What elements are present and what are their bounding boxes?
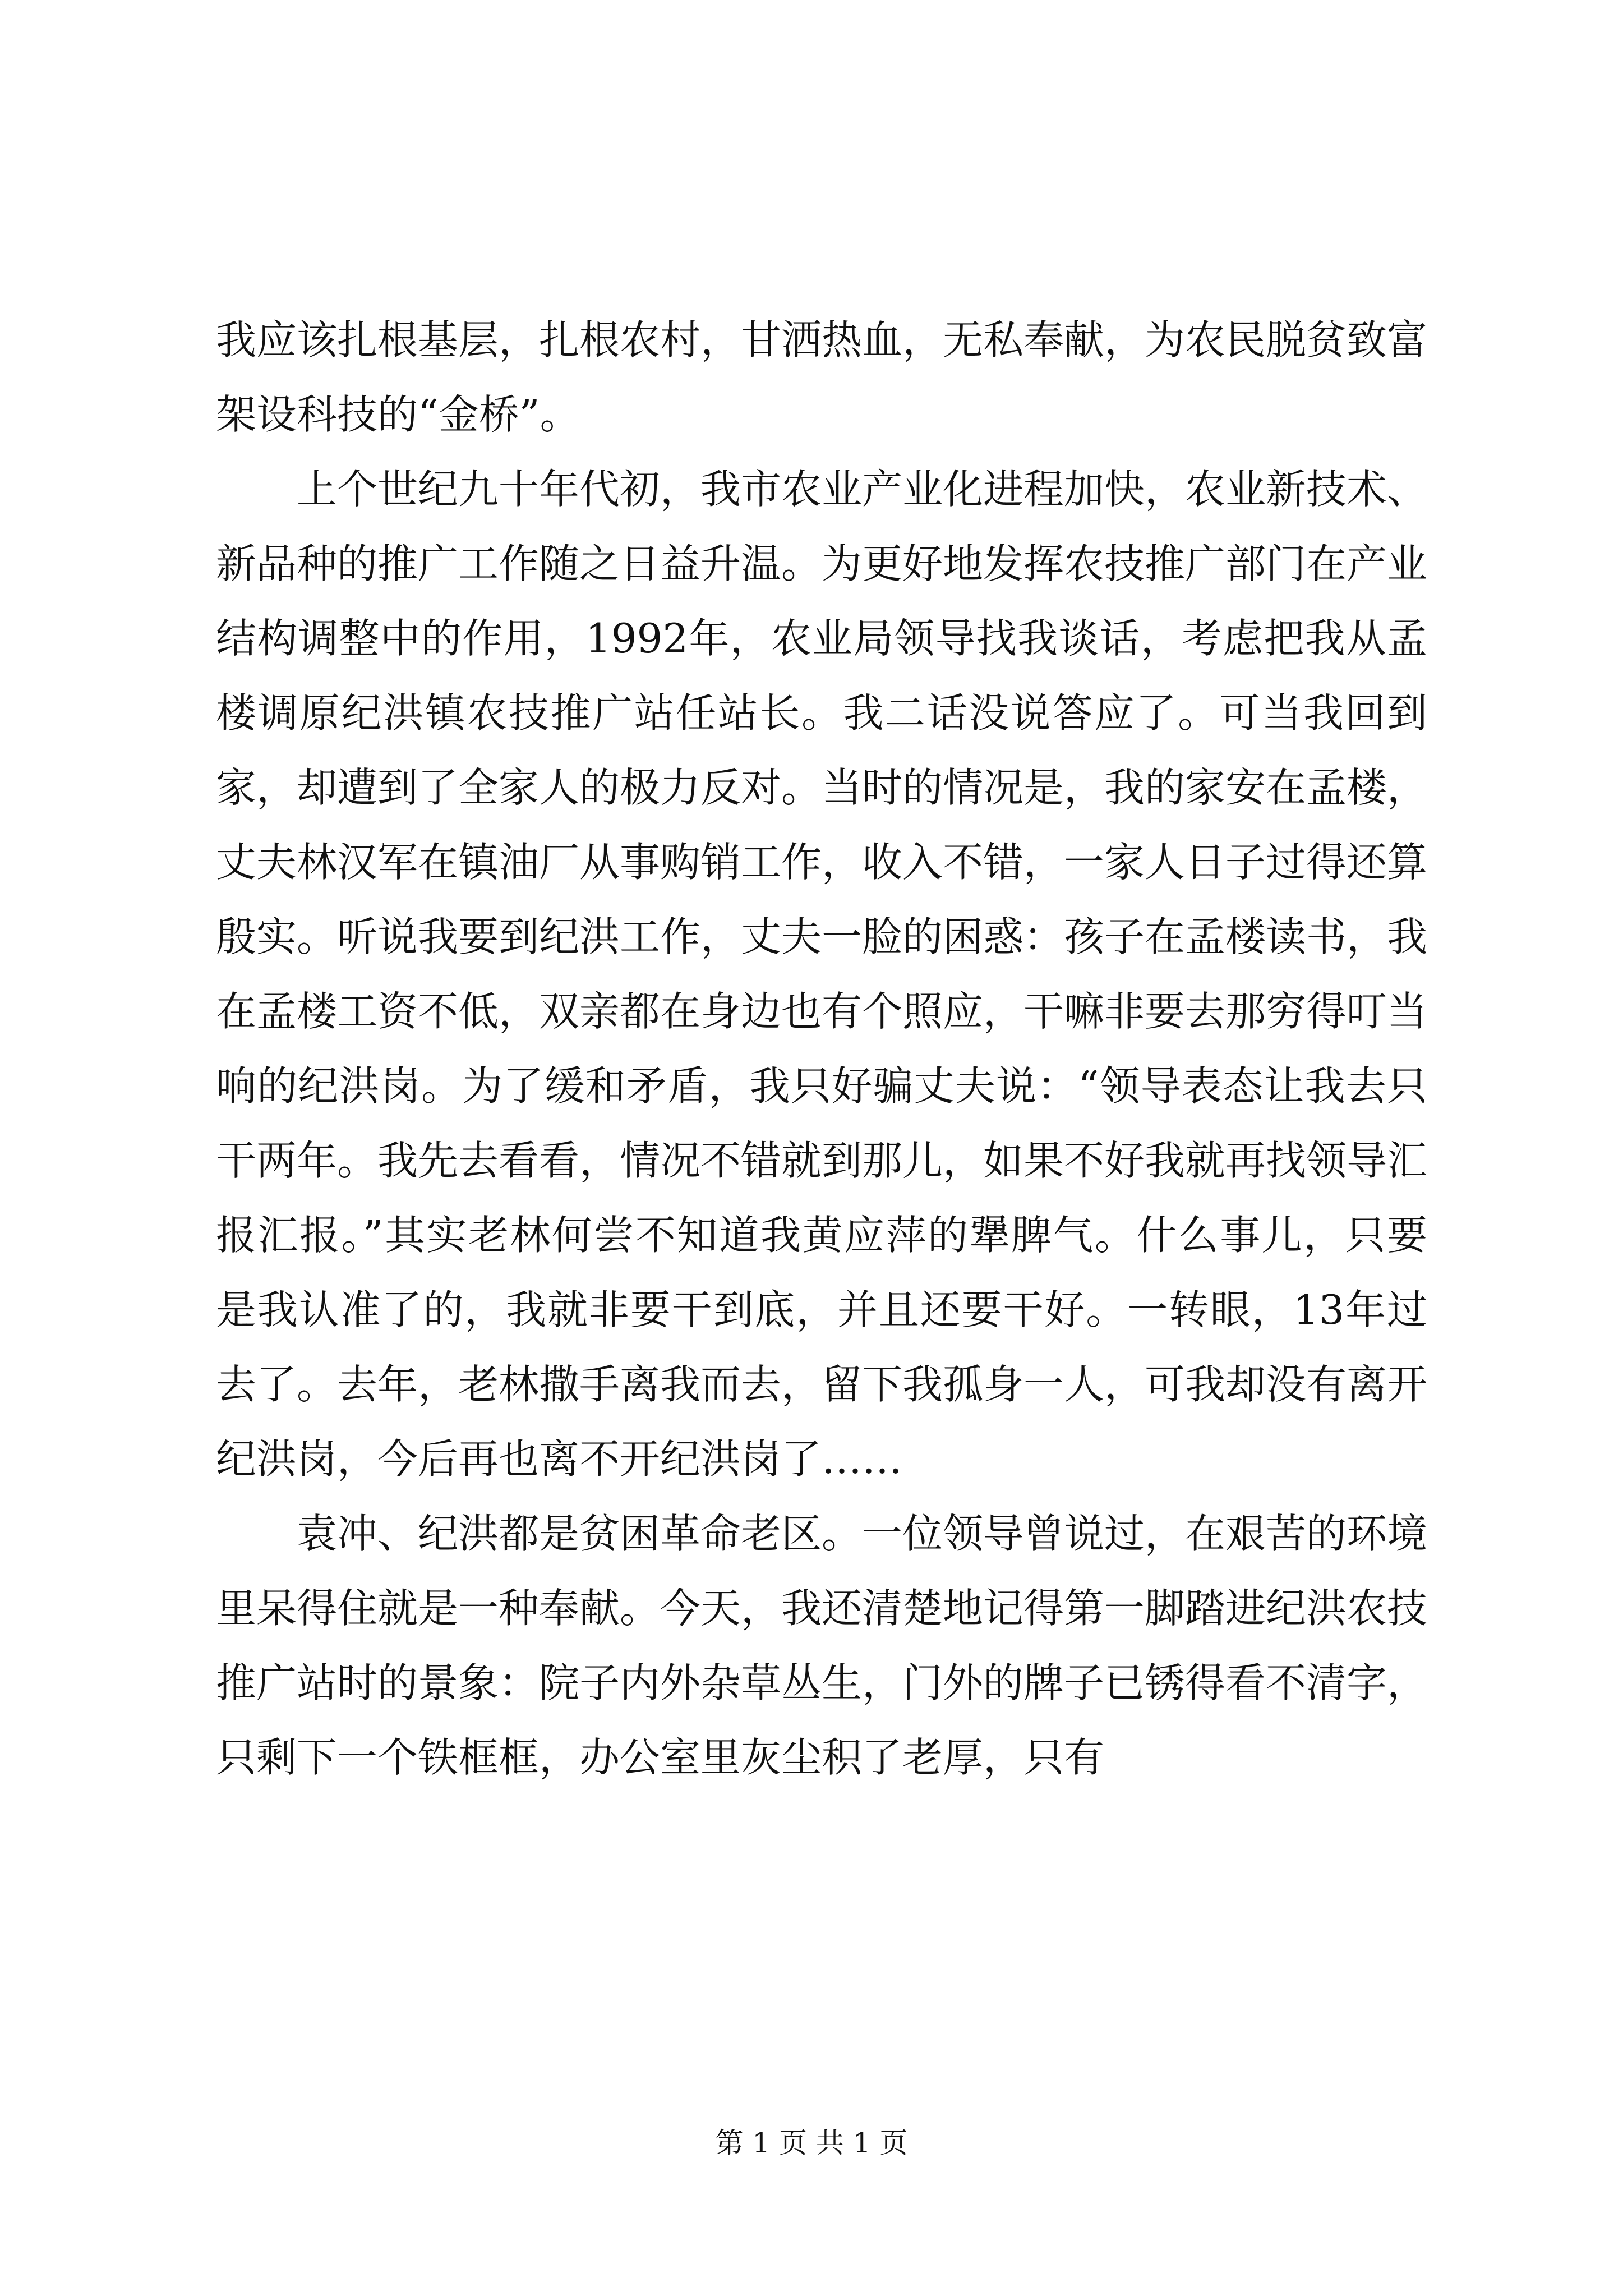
- page-footer: 第 1 页 共 1 页: [715, 2127, 908, 2159]
- document-body: [216, 303, 1427, 1795]
- paragraph-continuation: 我应该扎根基层，扎根农村，甘洒热血，无私奉献，为农民脱贫致富架设科技的“金桥”。: [216, 316, 1428, 438]
- paragraph-transfer-story: 上个世纪九十年代初，我市农业产业化进程加快，农业新技术、新品种的推广工作随之日益升温。为更好地发挥农技推广部门在产业结构调整中的作用，1992年，农业局领导找我谈话，考虑把我从孟楼调原纪洪镇农技推广站任站长。我二话没说答应了。可当我回到家，却遭到了全家人的极力反对。当时的情况是，我的家安在孟楼，丈夫林汉军在镇油厂从事购销工作，收入不错，一家人日子过得还算殷实。听说我要到纪洪工作，丈夫一脸的困惑：孩子在孟楼读书，我在孟楼工资不低，双亲都在身边也有个照应，干嘛非要去那穷得叮当响的纪洪岗。为了缓和矛盾，我只好骗丈夫说：“领导表态让我去只干两年。我先去看看，情况不错就到那儿，如果不好我就再找领导汇报汇报。”其实老林何尝不知道我黄应萍的犟脾气。什么事儿，只要是我认准了的，我就非要干到底，并且还要干好。一转眼，13年过去了。去年，老林撒手离我而去，留下我孤身一人，可我却没有离开纪洪岗，今后再也离不开纪洪岗了……: [216, 466, 1428, 1483]
- paragraph-old-revolutionary-area: 袁冲、纪洪都是贫困革命老区。一位领导曾说过，在艰苦的环境里呆得住就是一种奉献。今天，我还清楚地记得第一脚踏进纪洪农技推广站时的景象：院子内外杂草丛生，门外的牌子已锈得看不清字，只剩下一个铁框框，办公室里灰尘积了老厚，只有: [216, 1510, 1428, 1781]
